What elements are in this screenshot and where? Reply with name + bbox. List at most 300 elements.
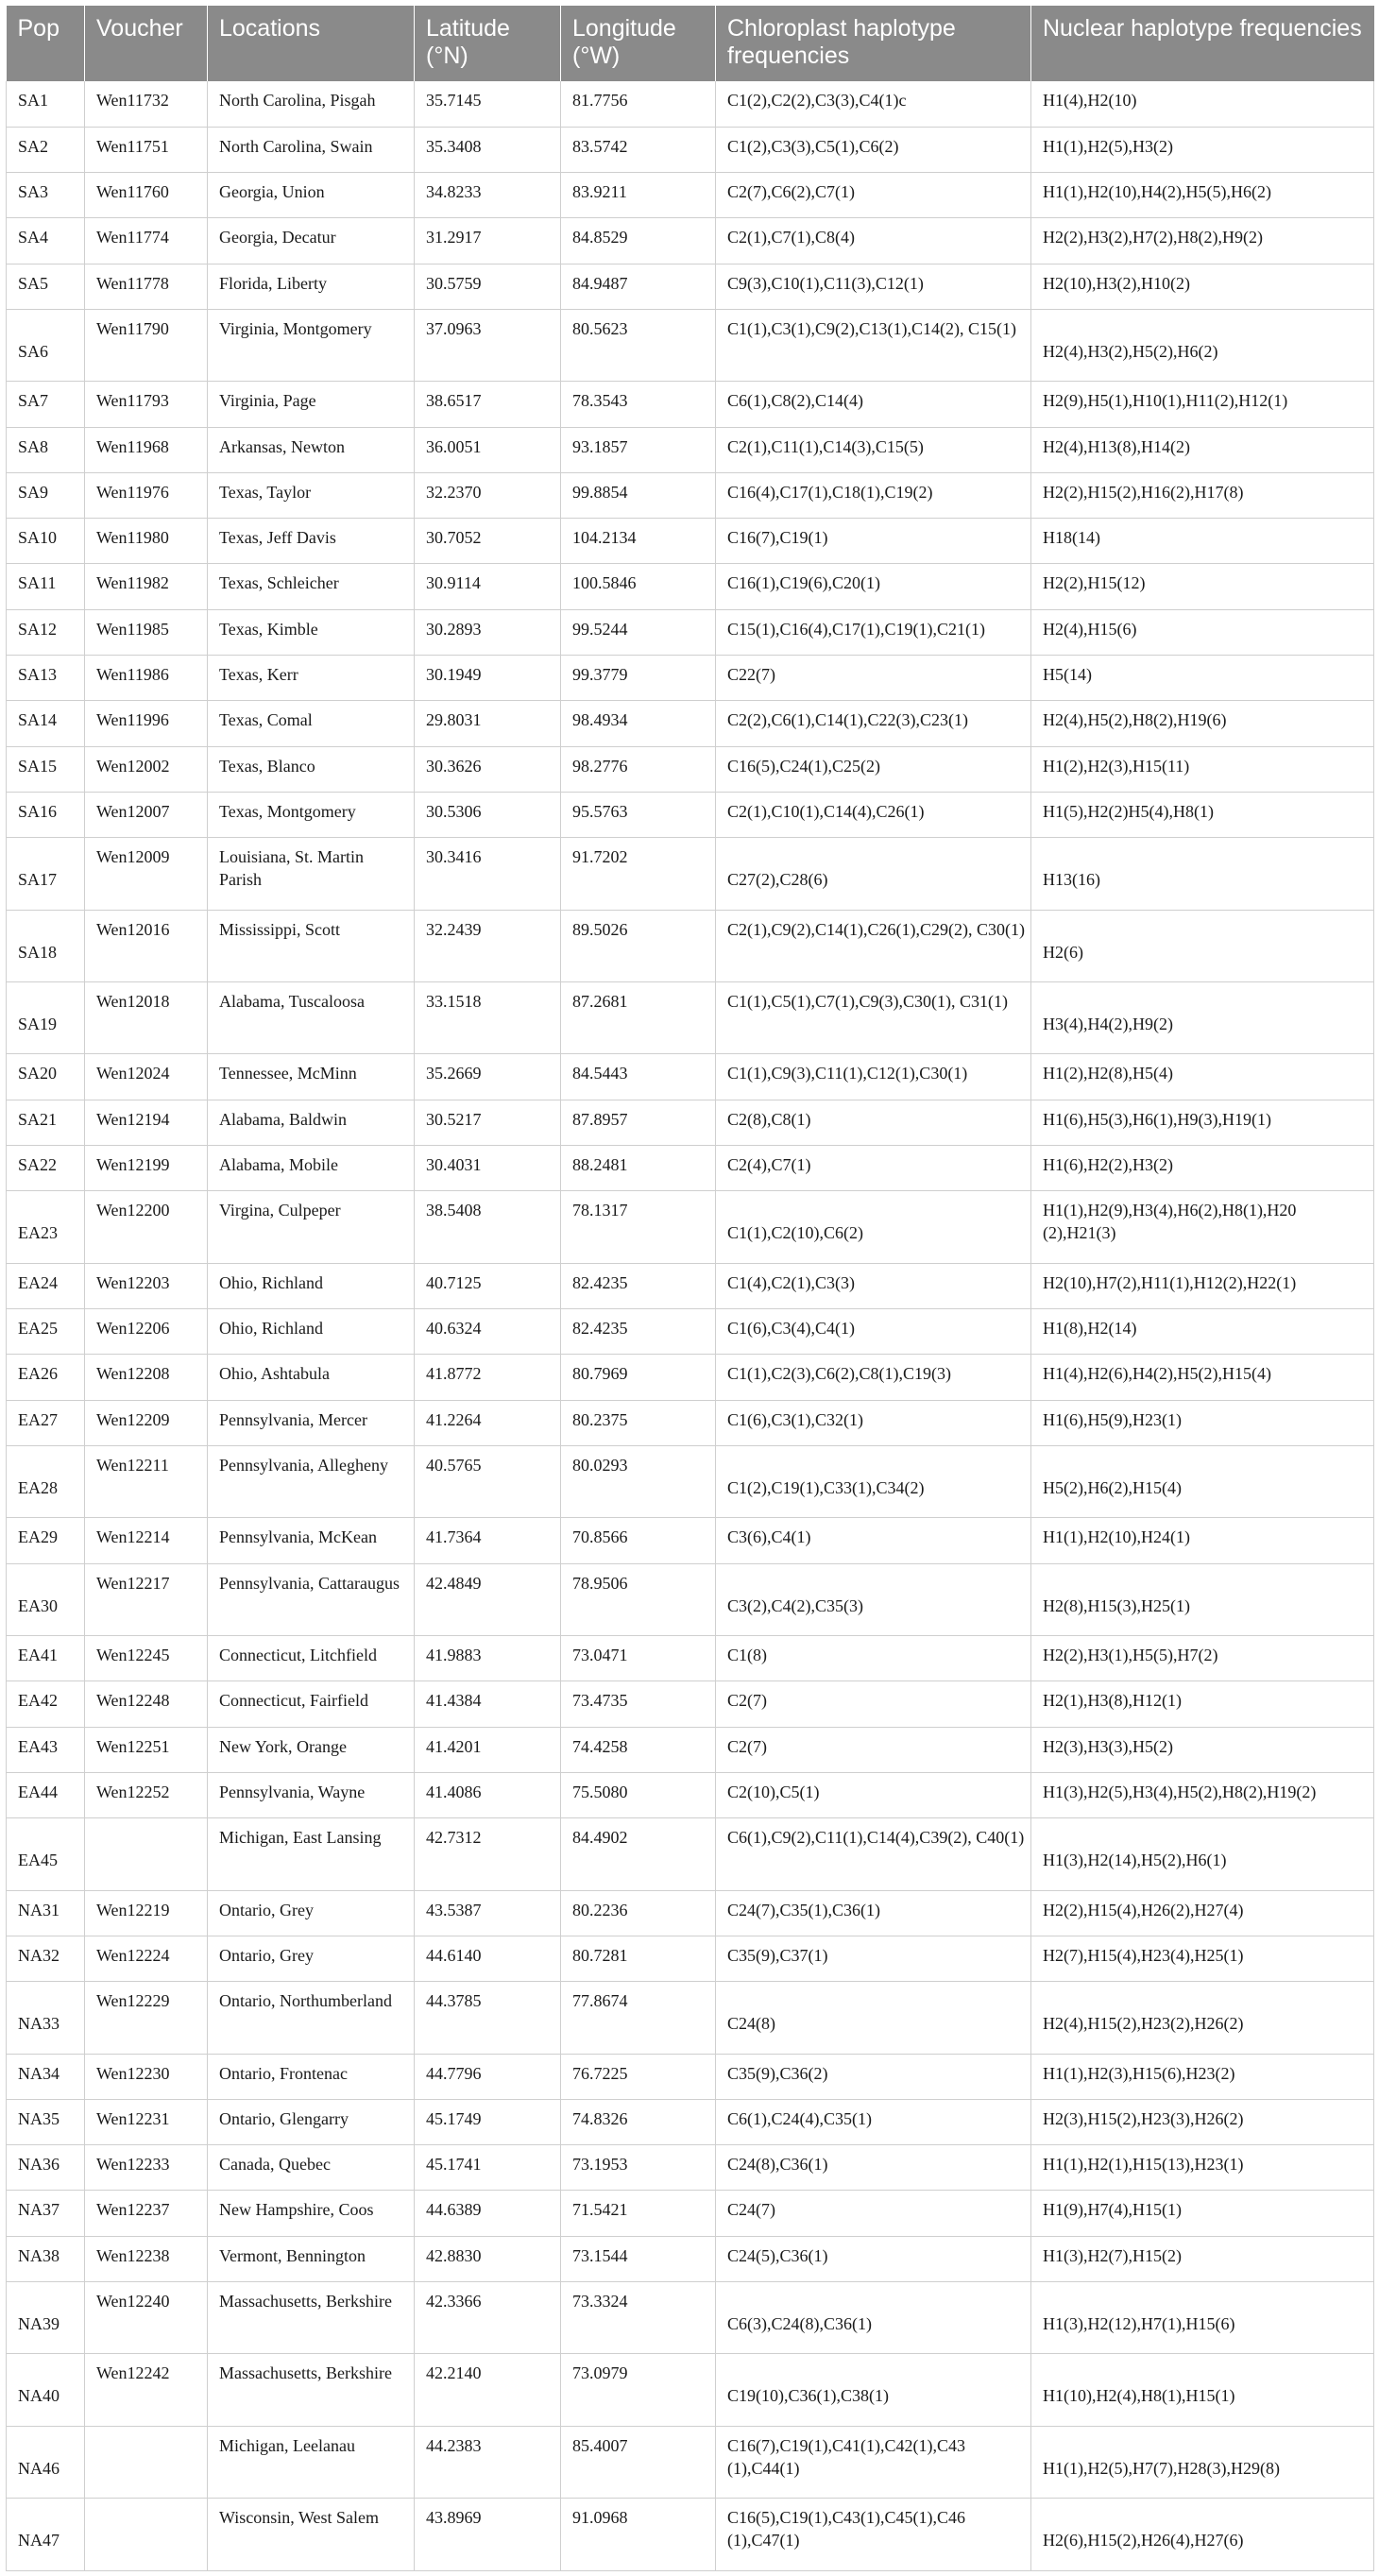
voucher-cell: Wen12002 <box>85 746 208 792</box>
chloroplast-cell: C16(1),C19(6),C20(1) <box>716 564 1031 609</box>
pop-cell: NA38 <box>7 2236 85 2281</box>
location-cell: Pennsylvania, Mercer <box>208 1400 415 1445</box>
pop-cell: EA24 <box>7 1263 85 1308</box>
location-cell: Florida, Liberty <box>208 264 415 309</box>
table-row <box>7 2145 1374 2191</box>
voucher-cell: Wen12203 <box>85 1263 208 1308</box>
pop-cell: NA31 <box>7 1890 85 1936</box>
voucher-cell <box>85 1818 208 1890</box>
pop-cell: SA9 <box>7 472 85 518</box>
voucher-cell: Wen12214 <box>85 1518 208 1563</box>
latitude-cell: 44.2383 <box>415 2426 561 2498</box>
pop-cell: EA23 <box>7 1191 85 1263</box>
chloroplast-cell: C16(5),C24(1),C25(2) <box>716 746 1031 792</box>
pop-cell: SA7 <box>7 382 85 427</box>
longitude-cell: 73.1544 <box>561 2236 716 2281</box>
latitude-cell: 41.4201 <box>415 1727 561 1772</box>
longitude-cell: 91.7202 <box>561 838 716 910</box>
latitude-cell: 42.4849 <box>415 1563 561 1635</box>
nuclear-cell: H2(6) <box>1031 910 1374 981</box>
longitude-cell: 95.5763 <box>561 792 716 837</box>
table-row <box>7 1263 1374 1308</box>
longitude-cell: 91.0968 <box>561 2499 716 2571</box>
nuclear-cell: H1(3),H2(5),H3(4),H5(2),H8(2),H19(2) <box>1031 1772 1374 1817</box>
location-cell: Ontario, Grey <box>208 1890 415 1936</box>
voucher-cell: Wen11778 <box>85 264 208 309</box>
nuclear-cell: H2(7),H15(4),H23(4),H25(1) <box>1031 1936 1374 1981</box>
pop-cell: NA35 <box>7 2099 85 2144</box>
table-row <box>7 127 1374 172</box>
nuclear-cell: H1(4),H2(6),H4(2),H5(2),H15(4) <box>1031 1355 1374 1400</box>
table-row <box>7 382 1374 427</box>
chloroplast-cell: C35(9),C36(2) <box>716 2054 1031 2099</box>
nuclear-cell: H1(1),H2(5),H7(7),H28(3),H29(8) <box>1031 2426 1374 2498</box>
table-row <box>7 1100 1374 1145</box>
pop-cell: SA4 <box>7 218 85 264</box>
pop-cell: NA36 <box>7 2145 85 2191</box>
nuclear-cell: H1(1),H2(5),H3(2) <box>1031 127 1374 172</box>
location-cell: Wisconsin, West Salem <box>208 2499 415 2571</box>
location-cell: Texas, Kerr <box>208 656 415 701</box>
pop-cell: NA39 <box>7 2282 85 2354</box>
table-row <box>7 609 1374 655</box>
chloroplast-cell: C2(10),C5(1) <box>716 1772 1031 1817</box>
table-row <box>7 309 1374 381</box>
nuclear-cell: H3(4),H4(2),H9(2) <box>1031 982 1374 1054</box>
longitude-cell: 84.9487 <box>561 264 716 309</box>
table-body <box>7 81 1374 2571</box>
latitude-cell: 29.8031 <box>415 701 561 746</box>
latitude-cell: 30.3416 <box>415 838 561 910</box>
table-row <box>7 264 1374 309</box>
table-row <box>7 1445 1374 1517</box>
pop-cell: SA17 <box>7 838 85 910</box>
chloroplast-cell: C2(7),C6(2),C7(1) <box>716 173 1031 218</box>
chloroplast-cell: C2(7) <box>716 1727 1031 1772</box>
latitude-cell: 30.3626 <box>415 746 561 792</box>
location-cell: Texas, Blanco <box>208 746 415 792</box>
latitude-cell: 31.2917 <box>415 218 561 264</box>
voucher-cell: Wen12229 <box>85 1982 208 2054</box>
latitude-cell: 30.9114 <box>415 564 561 609</box>
location-cell: Michigan, Leelanau <box>208 2426 415 2498</box>
location-cell: Ontario, Glengarry <box>208 2099 415 2144</box>
location-cell: Vermont, Bennington <box>208 2236 415 2281</box>
nuclear-cell: H1(1),H2(9),H3(4),H6(2),H8(1),H20 (2),H21(3) <box>1031 1191 1374 1263</box>
chloroplast-cell: C24(5),C36(1) <box>716 2236 1031 2281</box>
voucher-cell: Wen12230 <box>85 2054 208 2099</box>
latitude-cell: 41.7364 <box>415 1518 561 1563</box>
table-row <box>7 2236 1374 2281</box>
header-pop: Pop <box>7 6 85 81</box>
chloroplast-cell: C6(1),C24(4),C35(1) <box>716 2099 1031 2144</box>
longitude-cell: 73.0471 <box>561 1636 716 1681</box>
latitude-cell: 45.1749 <box>415 2099 561 2144</box>
pop-cell: SA20 <box>7 1054 85 1100</box>
table-row <box>7 910 1374 981</box>
header-chloroplast: Chloroplast haplotype frequencies <box>716 6 1031 81</box>
voucher-cell: Wen11985 <box>85 609 208 655</box>
nuclear-cell: H2(4),H15(2),H23(2),H26(2) <box>1031 1982 1374 2054</box>
longitude-cell: 80.2375 <box>561 1400 716 1445</box>
table-row <box>7 1355 1374 1400</box>
chloroplast-cell: C16(4),C17(1),C18(1),C19(2) <box>716 472 1031 518</box>
nuclear-cell: H1(4),H2(10) <box>1031 81 1374 127</box>
longitude-cell: 81.7756 <box>561 81 716 127</box>
voucher-cell: Wen11976 <box>85 472 208 518</box>
header-locations: Locations <box>208 6 415 81</box>
location-cell: Louisiana, St. Martin Parish <box>208 838 415 910</box>
chloroplast-cell: C16(7),C19(1) <box>716 519 1031 564</box>
pop-cell: EA30 <box>7 1563 85 1635</box>
chloroplast-cell: C1(6),C3(1),C32(1) <box>716 1400 1031 1445</box>
pop-cell: EA44 <box>7 1772 85 1817</box>
nuclear-cell: H1(6),H5(3),H6(1),H9(3),H19(1) <box>1031 1100 1374 1145</box>
longitude-cell: 99.8854 <box>561 472 716 518</box>
haplotype-table <box>6 6 1374 2571</box>
latitude-cell: 41.4086 <box>415 1772 561 1817</box>
chloroplast-cell: C22(7) <box>716 656 1031 701</box>
voucher-cell: Wen12211 <box>85 1445 208 1517</box>
pop-cell: SA2 <box>7 127 85 172</box>
longitude-cell: 99.5244 <box>561 609 716 655</box>
pop-cell: SA16 <box>7 792 85 837</box>
location-cell: Pennsylvania, Wayne <box>208 1772 415 1817</box>
nuclear-cell: H2(2),H15(12) <box>1031 564 1374 609</box>
voucher-cell: Wen12251 <box>85 1727 208 1772</box>
chloroplast-cell: C15(1),C16(4),C17(1),C19(1),C21(1) <box>716 609 1031 655</box>
location-cell: Tennessee, McMinn <box>208 1054 415 1100</box>
table-row <box>7 1563 1374 1635</box>
voucher-cell: Wen11774 <box>85 218 208 264</box>
location-cell: Ontario, Frontenac <box>208 2054 415 2099</box>
header-longitude: Longitude (°W) <box>561 6 716 81</box>
latitude-cell: 30.5759 <box>415 264 561 309</box>
nuclear-cell: H2(2),H15(2),H16(2),H17(8) <box>1031 472 1374 518</box>
table-row <box>7 173 1374 218</box>
location-cell: Ontario, Grey <box>208 1936 415 1981</box>
nuclear-cell: H2(4),H5(2),H8(2),H19(6) <box>1031 701 1374 746</box>
longitude-cell: 78.1317 <box>561 1191 716 1263</box>
longitude-cell: 99.3779 <box>561 656 716 701</box>
chloroplast-cell: C16(5),C19(1),C43(1),C45(1),C46 (1),C47(1) <box>716 2499 1031 2571</box>
nuclear-cell: H1(1),H2(1),H15(13),H23(1) <box>1031 2145 1374 2191</box>
chloroplast-cell: C6(1),C8(2),C14(4) <box>716 382 1031 427</box>
pop-cell: SA19 <box>7 982 85 1054</box>
voucher-cell: Wen12018 <box>85 982 208 1054</box>
longitude-cell: 80.0293 <box>561 1445 716 1517</box>
voucher-cell: Wen12200 <box>85 1191 208 1263</box>
table-row <box>7 2354 1374 2426</box>
location-cell: North Carolina, Pisgah <box>208 81 415 127</box>
table-row <box>7 427 1374 472</box>
latitude-cell: 44.3785 <box>415 1982 561 2054</box>
voucher-cell: Wen12242 <box>85 2354 208 2426</box>
longitude-cell: 104.2134 <box>561 519 716 564</box>
longitude-cell: 89.5026 <box>561 910 716 981</box>
location-cell: Pennsylvania, Cattaraugus <box>208 1563 415 1635</box>
location-cell: Texas, Kimble <box>208 609 415 655</box>
chloroplast-cell: C24(7) <box>716 2191 1031 2236</box>
nuclear-cell: H1(2),H2(8),H5(4) <box>1031 1054 1374 1100</box>
nuclear-cell: H1(1),H2(10),H24(1) <box>1031 1518 1374 1563</box>
pop-cell: SA1 <box>7 81 85 127</box>
latitude-cell: 40.5765 <box>415 1445 561 1517</box>
table-row <box>7 1191 1374 1263</box>
latitude-cell: 35.3408 <box>415 127 561 172</box>
location-cell: Connecticut, Fairfield <box>208 1681 415 1727</box>
voucher-cell: Wen11968 <box>85 427 208 472</box>
table-row <box>7 2191 1374 2236</box>
chloroplast-cell: C1(1),C2(10),C6(2) <box>716 1191 1031 1263</box>
chloroplast-cell: C2(1),C10(1),C14(4),C26(1) <box>716 792 1031 837</box>
pop-cell: SA5 <box>7 264 85 309</box>
longitude-cell: 77.8674 <box>561 1982 716 2054</box>
nuclear-cell: H1(10),H2(4),H8(1),H15(1) <box>1031 2354 1374 2426</box>
nuclear-cell: H2(10),H7(2),H11(1),H12(2),H22(1) <box>1031 1263 1374 1308</box>
voucher-cell: Wen11790 <box>85 309 208 381</box>
longitude-cell: 84.4902 <box>561 1818 716 1890</box>
latitude-cell: 42.2140 <box>415 2354 561 2426</box>
latitude-cell: 35.7145 <box>415 81 561 127</box>
pop-cell: NA34 <box>7 2054 85 2099</box>
pop-cell: NA46 <box>7 2426 85 2498</box>
voucher-cell: Wen12233 <box>85 2145 208 2191</box>
latitude-cell: 30.5306 <box>415 792 561 837</box>
longitude-cell: 74.8326 <box>561 2099 716 2144</box>
chloroplast-cell: C2(4),C7(1) <box>716 1146 1031 1191</box>
chloroplast-cell: C16(7),C19(1),C41(1),C42(1),C43 (1),C44(1) <box>716 2426 1031 2498</box>
latitude-cell: 30.5217 <box>415 1100 561 1145</box>
latitude-cell: 43.5387 <box>415 1890 561 1936</box>
pop-cell: SA15 <box>7 746 85 792</box>
table-row <box>7 1681 1374 1727</box>
table-row <box>7 1818 1374 1890</box>
nuclear-cell: H2(9),H5(1),H10(1),H11(2),H12(1) <box>1031 382 1374 427</box>
voucher-cell: Wen12245 <box>85 1636 208 1681</box>
longitude-cell: 71.5421 <box>561 2191 716 2236</box>
header-latitude: Latitude (°N) <box>415 6 561 81</box>
longitude-cell: 98.4934 <box>561 701 716 746</box>
nuclear-cell: H2(6),H15(2),H26(4),H27(6) <box>1031 2499 1374 2571</box>
voucher-cell: Wen12009 <box>85 838 208 910</box>
location-cell: Ohio, Ashtabula <box>208 1355 415 1400</box>
nuclear-cell: H2(4),H13(8),H14(2) <box>1031 427 1374 472</box>
chloroplast-cell: C1(4),C2(1),C3(3) <box>716 1263 1031 1308</box>
latitude-cell: 36.0051 <box>415 427 561 472</box>
table-row <box>7 1890 1374 1936</box>
voucher-cell: Wen12194 <box>85 1100 208 1145</box>
voucher-cell: Wen12199 <box>85 1146 208 1191</box>
nuclear-cell: H2(1),H3(8),H12(1) <box>1031 1681 1374 1727</box>
pop-cell: NA47 <box>7 2499 85 2571</box>
nuclear-cell: H2(10),H3(2),H10(2) <box>1031 264 1374 309</box>
table-row <box>7 1146 1374 1191</box>
latitude-cell: 38.5408 <box>415 1191 561 1263</box>
chloroplast-cell: C2(1),C11(1),C14(3),C15(5) <box>716 427 1031 472</box>
nuclear-cell: H18(14) <box>1031 519 1374 564</box>
latitude-cell: 33.1518 <box>415 982 561 1054</box>
location-cell: Texas, Montgomery <box>208 792 415 837</box>
longitude-cell: 73.1953 <box>561 2145 716 2191</box>
chloroplast-cell: C1(6),C3(4),C4(1) <box>716 1309 1031 1355</box>
pop-cell: SA6 <box>7 309 85 381</box>
nuclear-cell: H1(5),H2(2)H5(4),H8(1) <box>1031 792 1374 837</box>
location-cell: Georgia, Decatur <box>208 218 415 264</box>
chloroplast-cell: C6(3),C24(8),C36(1) <box>716 2282 1031 2354</box>
latitude-cell: 42.8830 <box>415 2236 561 2281</box>
location-cell: Georgia, Union <box>208 173 415 218</box>
pop-cell: SA11 <box>7 564 85 609</box>
table-row <box>7 1727 1374 1772</box>
location-cell: Virgina, Culpeper <box>208 1191 415 1263</box>
location-cell: Pennsylvania, McKean <box>208 1518 415 1563</box>
voucher-cell: Wen11793 <box>85 382 208 427</box>
chloroplast-cell: C2(2),C6(1),C14(1),C22(3),C23(1) <box>716 701 1031 746</box>
location-cell: Canada, Quebec <box>208 2145 415 2191</box>
pop-cell: SA22 <box>7 1146 85 1191</box>
latitude-cell: 44.6140 <box>415 1936 561 1981</box>
table-row <box>7 218 1374 264</box>
voucher-cell: Wen12206 <box>85 1309 208 1355</box>
pop-cell: SA18 <box>7 910 85 981</box>
pop-cell: SA3 <box>7 173 85 218</box>
nuclear-cell: H1(1),H2(3),H15(6),H23(2) <box>1031 2054 1374 2099</box>
longitude-cell: 74.4258 <box>561 1727 716 1772</box>
chloroplast-cell: C24(8),C36(1) <box>716 2145 1031 2191</box>
longitude-cell: 80.7281 <box>561 1936 716 1981</box>
chloroplast-cell: C2(1),C7(1),C8(4) <box>716 218 1031 264</box>
location-cell: Ohio, Richland <box>208 1263 415 1308</box>
location-cell: Texas, Comal <box>208 701 415 746</box>
location-cell: Virginia, Montgomery <box>208 309 415 381</box>
location-cell: North Carolina, Swain <box>208 127 415 172</box>
voucher-cell: Wen11760 <box>85 173 208 218</box>
voucher-cell: Wen12248 <box>85 1681 208 1727</box>
nuclear-cell: H1(2),H2(3),H15(11) <box>1031 746 1374 792</box>
chloroplast-cell: C24(8) <box>716 1982 1031 2054</box>
longitude-cell: 73.3324 <box>561 2282 716 2354</box>
table-row <box>7 1054 1374 1100</box>
location-cell: New York, Orange <box>208 1727 415 1772</box>
pop-cell: NA33 <box>7 1982 85 2054</box>
pop-cell: EA27 <box>7 1400 85 1445</box>
location-cell: Ohio, Richland <box>208 1309 415 1355</box>
latitude-cell: 30.7052 <box>415 519 561 564</box>
nuclear-cell: H1(3),H2(14),H5(2),H6(1) <box>1031 1818 1374 1890</box>
nuclear-cell: H13(16) <box>1031 838 1374 910</box>
table-row <box>7 838 1374 910</box>
location-cell: Michigan, East Lansing <box>208 1818 415 1890</box>
nuclear-cell: H2(2),H3(2),H7(2),H8(2),H9(2) <box>1031 218 1374 264</box>
nuclear-cell: H1(6),H2(2),H3(2) <box>1031 1146 1374 1191</box>
nuclear-cell: H2(8),H15(3),H25(1) <box>1031 1563 1374 1635</box>
voucher-cell: Wen12007 <box>85 792 208 837</box>
location-cell: Virginia, Page <box>208 382 415 427</box>
longitude-cell: 73.4735 <box>561 1681 716 1727</box>
nuclear-cell: H1(1),H2(10),H4(2),H5(5),H6(2) <box>1031 173 1374 218</box>
table-row <box>7 1309 1374 1355</box>
location-cell: Massachusetts, Berkshire <box>208 2282 415 2354</box>
table-row <box>7 656 1374 701</box>
longitude-cell: 84.8529 <box>561 218 716 264</box>
longitude-cell: 70.8566 <box>561 1518 716 1563</box>
location-cell: Mississippi, Scott <box>208 910 415 981</box>
voucher-cell: Wen12240 <box>85 2282 208 2354</box>
table-row <box>7 1772 1374 1817</box>
nuclear-cell: H1(6),H5(9),H23(1) <box>1031 1400 1374 1445</box>
voucher-cell: Wen11980 <box>85 519 208 564</box>
latitude-cell: 40.7125 <box>415 1263 561 1308</box>
nuclear-cell: H2(3),H15(2),H23(3),H26(2) <box>1031 2099 1374 2144</box>
voucher-cell: Wen11732 <box>85 81 208 127</box>
table-row <box>7 2099 1374 2144</box>
table-row <box>7 701 1374 746</box>
voucher-cell <box>85 2499 208 2571</box>
latitude-cell: 44.7796 <box>415 2054 561 2099</box>
table-row <box>7 1936 1374 1981</box>
longitude-cell: 83.5742 <box>561 127 716 172</box>
pop-cell: EA42 <box>7 1681 85 1727</box>
voucher-cell: Wen11986 <box>85 656 208 701</box>
nuclear-cell: H2(4),H15(6) <box>1031 609 1374 655</box>
chloroplast-cell: C1(2),C2(2),C3(3),C4(1)c <box>716 81 1031 127</box>
nuclear-cell: H2(2),H3(1),H5(5),H7(2) <box>1031 1636 1374 1681</box>
pop-cell: EA25 <box>7 1309 85 1355</box>
chloroplast-cell: C1(1),C9(3),C11(1),C12(1),C30(1) <box>716 1054 1031 1100</box>
table-row <box>7 1636 1374 1681</box>
location-cell: Alabama, Baldwin <box>208 1100 415 1145</box>
longitude-cell: 80.7969 <box>561 1355 716 1400</box>
pop-cell: EA43 <box>7 1727 85 1772</box>
voucher-cell: Wen12209 <box>85 1400 208 1445</box>
pop-cell: EA28 <box>7 1445 85 1517</box>
chloroplast-cell: C2(1),C9(2),C14(1),C26(1),C29(2), C30(1) <box>716 910 1031 981</box>
table-row <box>7 982 1374 1054</box>
pop-cell: EA41 <box>7 1636 85 1681</box>
chloroplast-cell: C1(1),C5(1),C7(1),C9(3),C30(1), C31(1) <box>716 982 1031 1054</box>
chloroplast-cell: C9(3),C10(1),C11(3),C12(1) <box>716 264 1031 309</box>
longitude-cell: 73.0979 <box>561 2354 716 2426</box>
location-cell: New Hampshire, Coos <box>208 2191 415 2236</box>
table-row <box>7 472 1374 518</box>
latitude-cell: 37.0963 <box>415 309 561 381</box>
latitude-cell: 42.3366 <box>415 2282 561 2354</box>
longitude-cell: 100.5846 <box>561 564 716 609</box>
latitude-cell: 32.2370 <box>415 472 561 518</box>
table-row <box>7 564 1374 609</box>
voucher-cell: Wen12237 <box>85 2191 208 2236</box>
chloroplast-cell: C1(2),C3(3),C5(1),C6(2) <box>716 127 1031 172</box>
latitude-cell: 30.4031 <box>415 1146 561 1191</box>
chloroplast-cell: C1(8) <box>716 1636 1031 1681</box>
voucher-cell: Wen12016 <box>85 910 208 981</box>
longitude-cell: 80.5623 <box>561 309 716 381</box>
chloroplast-cell: C3(6),C4(1) <box>716 1518 1031 1563</box>
chloroplast-cell: C1(1),C2(3),C6(2),C8(1),C19(3) <box>716 1355 1031 1400</box>
table-row <box>7 792 1374 837</box>
latitude-cell: 30.2893 <box>415 609 561 655</box>
chloroplast-cell: C3(2),C4(2),C35(3) <box>716 1563 1031 1635</box>
nuclear-cell: H1(3),H2(12),H7(1),H15(6) <box>1031 2282 1374 2354</box>
chloroplast-cell: C1(1),C3(1),C9(2),C13(1),C14(2), C15(1) <box>716 309 1031 381</box>
chloroplast-cell: C6(1),C9(2),C11(1),C14(4),C39(2), C40(1) <box>716 1818 1031 1890</box>
table-row <box>7 81 1374 127</box>
voucher-cell: Wen12224 <box>85 1936 208 1981</box>
latitude-cell: 34.8233 <box>415 173 561 218</box>
longitude-cell: 78.9506 <box>561 1563 716 1635</box>
nuclear-cell: H1(3),H2(7),H15(2) <box>1031 2236 1374 2281</box>
